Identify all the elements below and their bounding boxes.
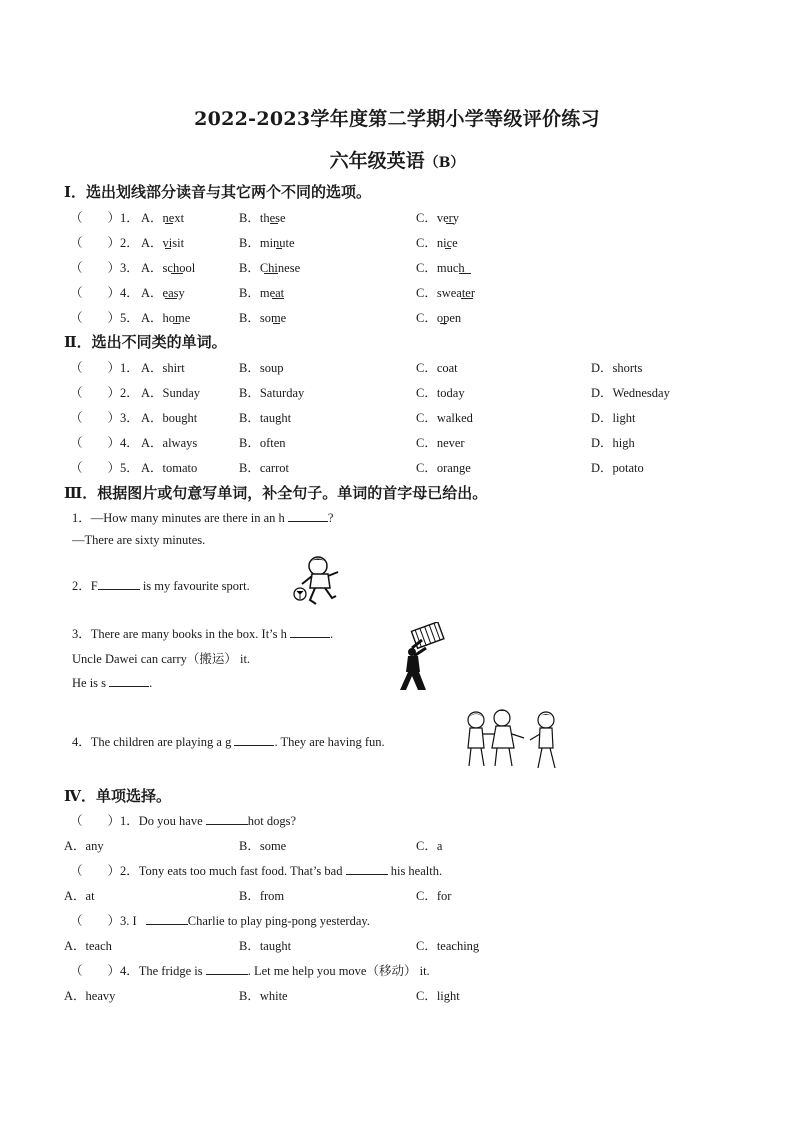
answer-blank[interactable] <box>206 962 248 975</box>
s2-q5-b[interactable]: B．carrot <box>239 461 289 475</box>
option-word: minute <box>259 236 295 250</box>
s4-q4-stem <box>70 961 430 979</box>
s4-q4-a[interactable]: A．heavy <box>64 989 116 1003</box>
section1-heading: Ⅰ．选出划线部分读音与其它两个不同的选项。 <box>64 183 372 201</box>
option-prefix: A． <box>141 211 163 225</box>
s2-q4-a[interactable]: A．always <box>141 436 198 450</box>
answer-blank[interactable] <box>98 577 140 590</box>
s4-q4-c[interactable]: C．light <box>416 989 460 1003</box>
s3-q4-text: 4．The children are playing a g <box>72 735 232 749</box>
man-carrying-box-illustration <box>392 622 448 692</box>
s1-q2-b[interactable] <box>239 233 295 251</box>
s3-q1-line1 <box>72 508 333 526</box>
s1-q5-c[interactable] <box>416 308 461 326</box>
option-prefix: B． <box>239 236 260 250</box>
answer-blank[interactable] <box>146 912 188 925</box>
s1-q4-a[interactable] <box>141 283 185 301</box>
s4-q2-a[interactable]: A．at <box>64 889 95 903</box>
s2-q3-b[interactable]: B．taught <box>239 411 292 425</box>
option-prefix: B． <box>239 261 260 275</box>
s3-q2-post: is my favourite sport. <box>142 579 250 593</box>
underline-mark <box>273 323 280 324</box>
s3-q3-post3: . <box>149 676 153 690</box>
s1-q1-a[interactable] <box>141 208 184 226</box>
s4-q4-text: （ ）4．The fridge is <box>70 964 203 978</box>
s2-q4-c[interactable]: C．never <box>416 436 465 450</box>
option-prefix: C． <box>416 236 437 250</box>
s1-q2-a[interactable] <box>141 233 184 251</box>
option-prefix: A． <box>141 261 163 275</box>
s4-q3-post: Charlie to play ping-pong yesterday. <box>187 914 370 928</box>
s2-q1-num: （ ）1． <box>70 361 139 375</box>
s2-q4-d[interactable]: D．high <box>591 436 635 450</box>
s2-q1-d[interactable]: D．shorts <box>591 361 643 375</box>
underline-mark <box>461 298 473 299</box>
s3-q3-line2: Uncle Dawei can carry（搬运） it. <box>72 652 251 666</box>
s2-q2-d[interactable]: D．Wednesday <box>591 386 670 400</box>
s2-q4-num: （ ）4． <box>70 436 139 450</box>
s4-q2-stem <box>70 861 442 879</box>
s3-q1-post: ? <box>327 511 334 525</box>
s1-q2-num: （ ）2． <box>70 236 139 250</box>
s3-q3-line3 <box>72 674 152 691</box>
s2-q2-b[interactable]: B．Saturday <box>239 386 305 400</box>
s2-q3-d[interactable]: D．light <box>591 411 636 425</box>
s1-q2-c[interactable] <box>416 233 458 251</box>
s4-q1-a[interactable]: A．any <box>64 839 104 853</box>
underline-mark <box>272 298 284 299</box>
option-word: nice <box>436 236 458 250</box>
answer-blank[interactable] <box>346 862 388 875</box>
underline-mark <box>446 223 454 224</box>
s4-q2-b[interactable]: B．from <box>239 889 285 903</box>
option-prefix: A． <box>141 286 163 300</box>
underline-mark <box>264 273 278 274</box>
section2-heading: Ⅱ．选出不同类的单词。 <box>64 333 227 351</box>
s4-q2-c[interactable]: C．for <box>416 889 452 903</box>
underline-mark <box>276 248 282 249</box>
underline-mark <box>171 273 183 274</box>
s4-q2-post: his health. <box>390 864 443 878</box>
s3-q4-post: . They are having fun. <box>274 735 385 749</box>
section3-heading: Ⅲ．根据图片或句意写单词，补全句子。单词的首字母已给出。 <box>64 484 488 502</box>
s4-q3-b[interactable]: B．taught <box>239 939 292 953</box>
option-prefix: C． <box>416 311 437 325</box>
answer-blank[interactable] <box>206 812 248 825</box>
s1-q5-a[interactable] <box>141 308 190 326</box>
soccer-player-illustration <box>288 552 344 610</box>
underline-mark <box>445 248 451 249</box>
section4-heading: Ⅳ．单项选择。 <box>64 787 172 805</box>
option-prefix: B． <box>239 311 260 325</box>
underline-mark <box>165 248 171 249</box>
option-prefix: C． <box>416 286 437 300</box>
s3-q2-line <box>72 576 250 594</box>
option-prefix: B． <box>239 211 260 225</box>
s2-q5-d[interactable]: D．potato <box>591 461 644 475</box>
s1-q3-a[interactable] <box>141 258 195 276</box>
option-word: much <box>436 261 465 275</box>
s1-q1-num: （ ）1． <box>70 211 139 225</box>
s2-q5-a[interactable]: A．tomato <box>141 461 198 475</box>
underline-mark <box>165 223 173 224</box>
underline-mark <box>459 273 471 274</box>
s2-q4-b[interactable]: B．often <box>239 436 286 450</box>
s4-q3-text: （ ）3. I <box>70 914 137 928</box>
option-word: these <box>259 211 286 225</box>
s2-q5-c[interactable]: C．orange <box>416 461 471 475</box>
s4-q1-post: hot dogs? <box>247 814 297 828</box>
s3-q3-text: 3．There are many books in the box. It’s h <box>72 627 287 641</box>
option-prefix: C． <box>416 261 437 275</box>
s1-q5-num: （ ）5． <box>70 311 139 325</box>
s2-q5-num: （ ）5． <box>70 461 139 475</box>
s3-q3-post: . <box>330 627 334 641</box>
s2-q1-b[interactable]: B．soup <box>239 361 284 375</box>
s2-q1-a[interactable]: A．shirt <box>141 361 185 375</box>
s4-q1-b[interactable]: B．some <box>239 839 287 853</box>
s2-q1-c[interactable]: C．coat <box>416 361 458 375</box>
page-title: 2022-2023学年度第二学期小学等级评价练习 <box>194 108 600 130</box>
underline-mark <box>173 323 180 324</box>
s2-q3-a[interactable]: A．bought <box>141 411 198 425</box>
option-word: sweater <box>436 286 476 300</box>
s1-q3-num: （ ）3． <box>70 261 139 275</box>
s4-q3-stem <box>70 911 370 929</box>
s2-q3-c[interactable]: C．walked <box>416 411 473 425</box>
page-subtitle <box>0 146 794 173</box>
s2-q2-num: （ ）2． <box>70 386 139 400</box>
s3-q4-line <box>72 732 385 750</box>
s4-q2-text: （ ）2．Tony eats too much fast food. That’s bad <box>70 864 343 878</box>
subtitle-suffix: （B） <box>424 155 465 171</box>
option-word: next <box>162 211 185 225</box>
s2-q2-c[interactable]: C．today <box>416 386 465 400</box>
s4-q4-post: . Let me help you move（移动） it. <box>247 964 430 978</box>
option-word: easy <box>162 286 185 300</box>
s3-q3-line1 <box>72 624 333 642</box>
s2-q2-a[interactable]: A．Sunday <box>141 386 201 400</box>
s4-q4-b[interactable]: B．white <box>239 989 288 1003</box>
underline-mark <box>440 323 447 324</box>
s4-q1-c[interactable]: C．a <box>416 839 443 853</box>
underline-mark <box>270 223 278 224</box>
option-prefix: A． <box>141 236 163 250</box>
option-word: meat <box>259 286 285 300</box>
s3-q3-text3: He is s <box>72 676 107 690</box>
underline-mark <box>165 298 177 299</box>
option-prefix: C． <box>416 211 437 225</box>
subtitle-main: 六年级英语 <box>329 150 425 172</box>
s1-q3-c[interactable] <box>416 258 465 276</box>
option-word: open <box>436 311 462 325</box>
option-word: very <box>436 211 460 225</box>
s3-q2-text: 2．F <box>72 579 98 593</box>
answer-blank[interactable] <box>290 625 330 638</box>
answer-blank[interactable] <box>234 733 274 746</box>
option-word: school <box>162 261 196 275</box>
option-word: home <box>162 311 191 325</box>
s4-q1-text: （ ）1．Do you have <box>70 814 203 828</box>
s1-q4-num: （ ）4． <box>70 286 139 300</box>
option-prefix: A． <box>141 311 163 325</box>
option-prefix: B． <box>239 286 260 300</box>
option-word: visit <box>162 236 185 250</box>
option-word: Chinese <box>259 261 301 275</box>
s3-q1-line2: —There are sixty minutes. <box>72 533 206 547</box>
s4-q1-stem <box>70 811 296 829</box>
answer-blank[interactable] <box>109 674 149 687</box>
s3-q1-text: 1．—How many minutes are there in an h <box>72 511 285 525</box>
children-playing-illustration <box>460 706 564 772</box>
answer-blank[interactable] <box>288 509 328 522</box>
s2-q3-num: （ ）3． <box>70 411 139 425</box>
s4-q3-a[interactable]: A．teach <box>64 939 112 953</box>
option-word: some <box>259 311 287 325</box>
s1-q1-b[interactable] <box>239 208 286 226</box>
s4-q3-c[interactable]: C．teaching <box>416 939 480 953</box>
